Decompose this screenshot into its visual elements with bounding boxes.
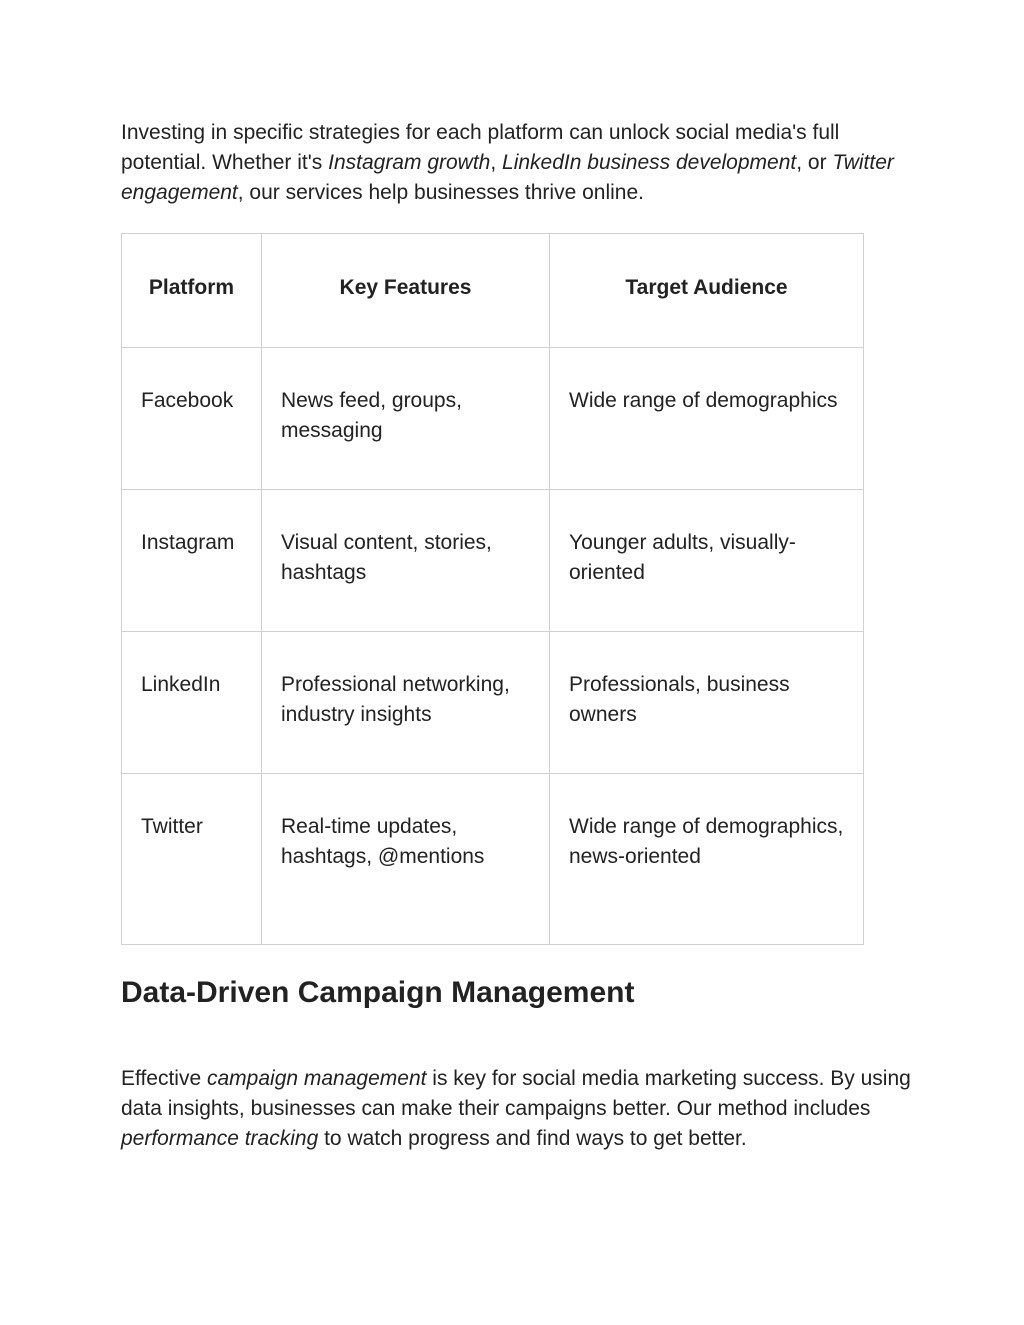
table-row <box>122 774 864 945</box>
intro-text-4: , our services help businesses thrive online. <box>237 181 644 204</box>
intro-text-2: , <box>490 151 503 174</box>
cell-key-features: Professional networking, industry insights <box>262 632 550 774</box>
table-header-row <box>122 234 864 348</box>
intro-emphasis-instagram: Instagram growth <box>328 151 491 174</box>
campaign-text-2: is key for social media marketing success. By using data insights, businesses can make their campaigns better. Our method includes <box>121 1067 911 1120</box>
intro-emphasis-linkedin: LinkedIn business development <box>502 151 797 174</box>
table-row <box>122 632 864 774</box>
intro-text-1: Investing in specific strategies for each platform can unlock social media's full potential. Whether it's <box>121 121 840 174</box>
cell-target-audience: Younger adults, visually-oriented <box>550 490 864 632</box>
header-target-audience: Target Audience <box>550 234 864 348</box>
table-row <box>122 348 864 490</box>
platform-table <box>121 233 864 945</box>
campaign-paragraph <box>121 1064 911 1154</box>
table-row <box>122 490 864 632</box>
campaign-text-3: to watch progress and find ways to get better. <box>318 1127 747 1150</box>
cell-platform: Twitter <box>122 774 262 945</box>
cell-platform: LinkedIn <box>122 632 262 774</box>
campaign-text-1: Effective <box>121 1067 207 1090</box>
cell-key-features: News feed, groups, messaging <box>262 348 550 490</box>
document-page <box>121 118 911 1154</box>
cell-target-audience: Professionals, business owners <box>550 632 864 774</box>
cell-key-features: Real-time updates, hashtags, @mentions <box>262 774 550 945</box>
section-heading: Data-Driven Campaign Management <box>121 976 635 1009</box>
campaign-emphasis-tracking: performance tracking <box>121 1127 319 1150</box>
campaign-emphasis-management: campaign management <box>207 1067 427 1090</box>
cell-platform: Instagram <box>122 490 262 632</box>
header-key-features: Key Features <box>262 234 550 348</box>
header-platform: Platform <box>122 234 262 348</box>
intro-text-3: , or <box>796 151 833 174</box>
cell-target-audience: Wide range of demographics, news-oriented <box>550 774 864 945</box>
cell-target-audience: Wide range of demographics <box>550 348 864 490</box>
cell-platform: Facebook <box>122 348 262 490</box>
intro-paragraph <box>121 118 911 208</box>
cell-key-features: Visual content, stories, hashtags <box>262 490 550 632</box>
intro-emphasis-twitter: Twitter engagement <box>121 151 894 204</box>
